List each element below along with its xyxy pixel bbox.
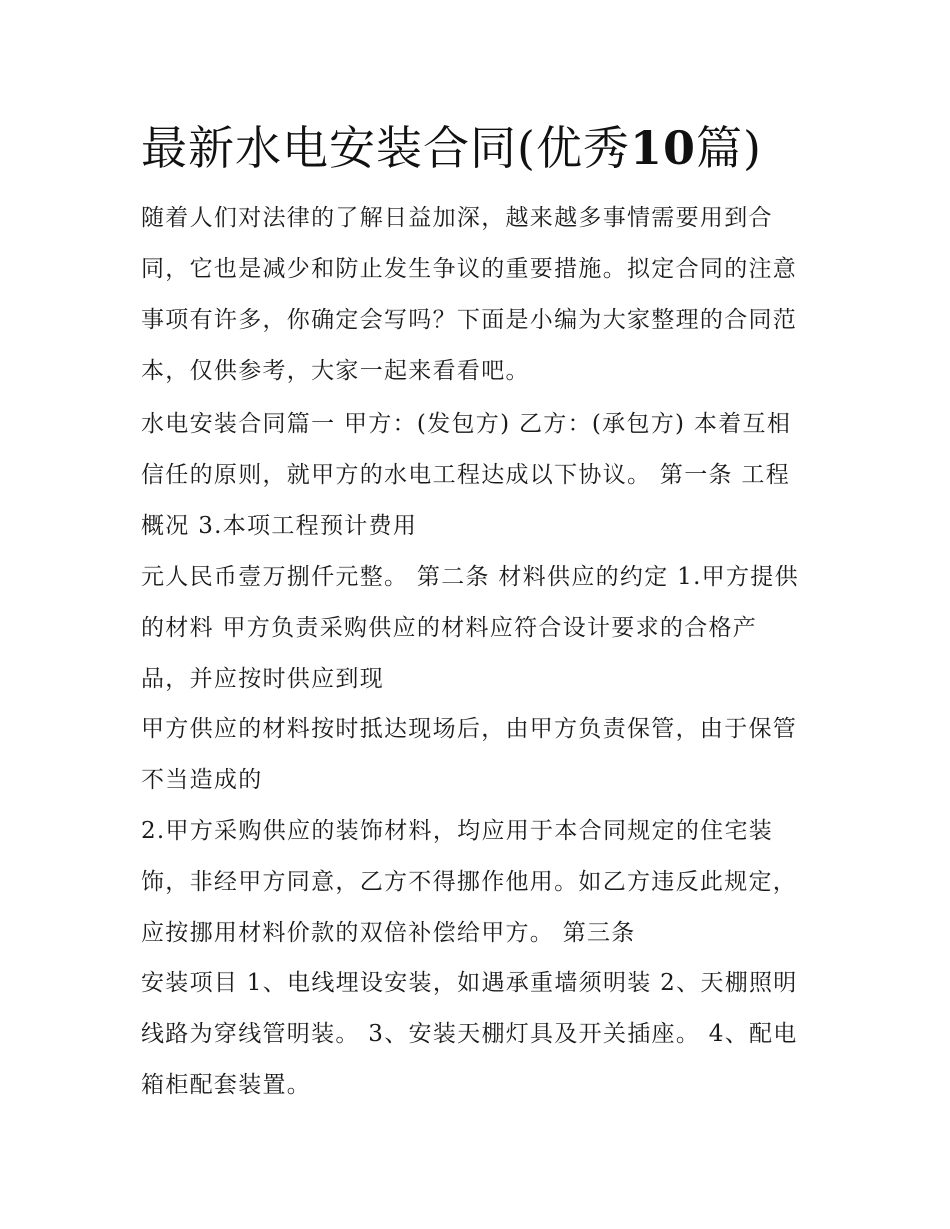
intro-paragraph [141,193,831,397]
text-line: 的材料 甲方负责采购供应的材料应符合设计要求的合格产 [141,615,758,641]
text-line: 品，并应按时供应到现 [141,666,384,692]
text-line: 元人民币壹万捌仟元整。 第二条 材料供应的约定 1.甲方提供 [141,564,799,590]
text-line: 线路为穿线管明装。 3、安装天棚灯具及开关插座。 4、配电 [141,1021,798,1047]
text-line: 不当造成的 [141,767,263,793]
text-line: 本，仅供参考，大家一起来看看吧。 [141,358,530,384]
text-line: 水电安装合同篇一 甲方：(发包方) 乙方：(承包方) 本着互相 [141,411,792,437]
title-number: 10 [629,121,696,175]
custody-paragraph [141,704,831,806]
text-line: 同，它也是减少和防止发生争议的重要措施。拟定合同的注意 [141,256,798,282]
text-line: 箱柜配套装置。 [141,1072,312,1098]
title-end-text: 篇) [695,121,762,175]
text-line: 事项有许多，你确定会写吗？下面是小编为大家整理的合同范 [141,307,798,333]
text-line: 应按挪用材料价款的双倍补偿给甲方。 第三条 [141,920,636,946]
cost-materials-paragraph [141,552,831,705]
title-main-text: 最新水电安装合同(优秀 [141,121,630,175]
text-line: 安装项目 1、电线埋设安装，如遇承重墙须明装 2、天棚照明 [141,970,798,996]
text-line: 甲方供应的材料按时抵达现场后，由甲方负责保管，由于保管 [141,716,798,742]
text-line: 概况 3.本项工程预计费用 [141,513,418,539]
document-title [141,118,762,178]
contract-header-paragraph [141,399,831,552]
decoration-materials-paragraph [141,806,831,959]
text-line: 2.甲方采购供应的装饰材料，均应用于本合同规定的住宅装 [141,818,774,844]
installation-items-paragraph [141,958,831,1111]
text-line: 饰，非经甲方同意，乙方不得挪作他用。如乙方违反此规定， [141,869,798,895]
text-line: 信任的原则，就甲方的水电工程达成以下协议。 第一条 工程 [141,462,791,488]
text-line: 随着人们对法律的了解日益加深，越来越多事情需要用到合 [141,205,773,231]
